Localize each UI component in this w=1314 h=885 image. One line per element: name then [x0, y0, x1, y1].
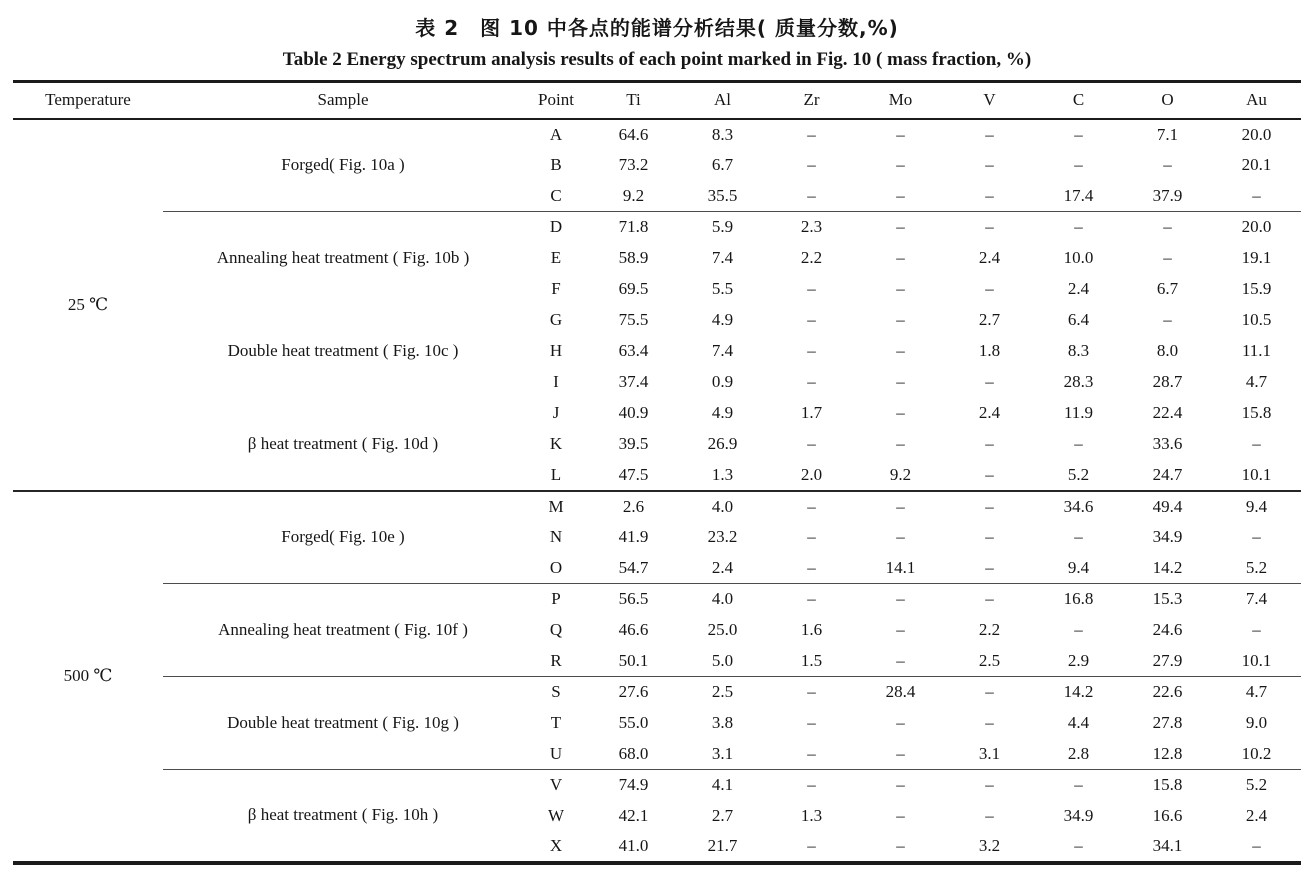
- value-cell-zr: –: [807, 557, 816, 577]
- header-row: [13, 82, 1301, 119]
- value-cell-v: –: [945, 212, 1034, 243]
- value-cell-au: 10.1: [1241, 650, 1272, 670]
- point-cell: I: [553, 372, 559, 391]
- table-row: [13, 770, 1301, 801]
- value-cell-c: –: [1074, 155, 1083, 174]
- value-cell-o: 28.7: [1152, 372, 1183, 391]
- value-cell-al: 1.3: [711, 464, 734, 484]
- value-cell-al: 0.9: [711, 372, 734, 391]
- value-cell-c: 5.2: [1067, 464, 1090, 484]
- value-cell-o: 6.7: [1156, 279, 1179, 298]
- table-row: [13, 677, 1301, 708]
- value-cell-o: –: [1163, 248, 1172, 267]
- value-cell-mo: –: [896, 620, 905, 639]
- value-cell-c: 6.4: [1067, 310, 1090, 329]
- point-cell: T: [550, 713, 562, 732]
- value-cell-zr: –: [767, 770, 856, 801]
- value-cell-c: 2.8: [1067, 743, 1090, 763]
- value-cell-mo: –: [896, 743, 905, 763]
- value-cell-o: 34.9: [1152, 527, 1183, 546]
- value-cell-v: 3.2: [978, 836, 1001, 855]
- point-cell: M: [523, 491, 589, 522]
- table-title-chinese: 表 2 图 10 中各点的能谱分析结果( 质量分数,%): [415, 16, 899, 40]
- value-cell-al: 26.9: [707, 434, 738, 453]
- value-cell-v: –: [985, 713, 994, 732]
- value-cell-al: 4.9: [711, 403, 734, 422]
- value-cell-zr: –: [807, 310, 816, 329]
- value-cell-c: 8.3: [1067, 341, 1090, 360]
- value-cell-v: –: [985, 185, 994, 205]
- value-cell-ti: 73.2: [618, 155, 649, 174]
- value-cell-mo: –: [896, 434, 905, 453]
- value-cell-v: –: [945, 677, 1034, 708]
- value-cell-v: 2.2: [978, 620, 1001, 639]
- value-cell-au: –: [1252, 527, 1261, 546]
- sample-cell: Double heat treatment ( Fig. 10c ): [227, 341, 459, 360]
- sample-cell: β heat treatment ( Fig. 10h ): [163, 770, 523, 863]
- value-cell-ti: 75.5: [618, 310, 649, 329]
- value-cell-v: 2.7: [978, 310, 1001, 329]
- value-cell-zr: 2.2: [800, 248, 823, 267]
- value-cell-mo: 14.1: [885, 557, 916, 577]
- value-cell-ti: 55.0: [618, 713, 649, 732]
- value-cell-zr: –: [807, 836, 816, 855]
- value-cell-al: 4.9: [711, 310, 734, 329]
- value-cell-v: 3.1: [978, 743, 1001, 763]
- point-cell: O: [549, 557, 563, 577]
- value-cell-mo: –: [896, 372, 905, 391]
- value-cell-o: 22.6: [1123, 677, 1212, 708]
- value-cell-al: 5.5: [711, 279, 734, 298]
- value-cell-mo: –: [896, 836, 905, 855]
- value-cell-o: 8.0: [1156, 341, 1179, 360]
- col-header-al: Al: [678, 82, 767, 119]
- value-cell-au: –: [1252, 620, 1261, 639]
- value-cell-ti: 69.5: [618, 279, 649, 298]
- value-cell-ti: 56.5: [589, 584, 678, 615]
- value-cell-zr: –: [807, 372, 816, 391]
- value-cell-al: 2.7: [711, 806, 734, 825]
- value-cell-al: 25.0: [707, 620, 738, 639]
- value-cell-v: –: [985, 279, 994, 298]
- point-cell: E: [550, 248, 562, 267]
- value-cell-v: –: [985, 557, 994, 577]
- value-cell-au: 20.1: [1241, 155, 1272, 174]
- value-cell-c: 34.6: [1034, 491, 1123, 522]
- value-cell-al: 4.1: [678, 770, 767, 801]
- value-cell-o: 15.3: [1123, 584, 1212, 615]
- point-cell: C: [550, 185, 562, 205]
- value-cell-zr: –: [807, 713, 816, 732]
- value-cell-o: 14.2: [1152, 557, 1183, 577]
- point-cell: X: [549, 836, 563, 855]
- value-cell-mo: –: [896, 806, 905, 825]
- value-cell-mo: –: [896, 403, 905, 422]
- value-cell-au: 4.7: [1212, 677, 1301, 708]
- value-cell-c: 17.4: [1063, 185, 1094, 205]
- table-row: [13, 398, 1301, 429]
- value-cell-c: –: [1034, 770, 1123, 801]
- point-cell: L: [550, 464, 562, 484]
- value-cell-zr: –: [807, 124, 816, 144]
- value-cell-v: 2.4: [978, 403, 1001, 422]
- col-header-c: C: [1034, 82, 1123, 119]
- value-cell-ti: 40.9: [618, 403, 649, 422]
- col-header-mo: Mo: [856, 82, 945, 119]
- point-cell: G: [549, 310, 563, 329]
- point-cell: S: [523, 677, 589, 708]
- point-cell: N: [549, 527, 563, 546]
- value-cell-au: 2.4: [1245, 806, 1268, 825]
- value-cell-o: 16.6: [1152, 806, 1183, 825]
- value-cell-mo: –: [896, 124, 905, 144]
- value-cell-zr: –: [807, 341, 816, 360]
- sample-cell: Double heat treatment ( Fig. 10g ): [163, 677, 523, 770]
- col-header-o: O: [1123, 82, 1212, 119]
- value-cell-au: 4.7: [1245, 372, 1268, 391]
- value-cell-au: 15.8: [1241, 403, 1272, 422]
- value-cell-ti: 9.2: [622, 185, 645, 205]
- temperature-cell: 25 ℃: [67, 294, 109, 314]
- value-cell-mo: –: [856, 770, 945, 801]
- value-cell-c: 2.9: [1067, 650, 1090, 670]
- value-cell-au: 9.0: [1245, 713, 1268, 732]
- point-cell: H: [549, 341, 563, 360]
- value-cell-al: 3.8: [711, 713, 734, 732]
- value-cell-o: 12.8: [1152, 743, 1183, 763]
- value-cell-ti: 39.5: [618, 434, 649, 453]
- value-cell-zr: –: [807, 155, 816, 174]
- value-cell-v: –: [985, 124, 994, 144]
- table-row: [13, 584, 1301, 615]
- value-cell-zr: –: [767, 491, 856, 522]
- value-cell-ti: 74.9: [589, 770, 678, 801]
- value-cell-c: 14.2: [1034, 677, 1123, 708]
- value-cell-o: 49.4: [1123, 491, 1212, 522]
- point-cell: F: [551, 279, 561, 298]
- value-cell-c: –: [1074, 124, 1083, 144]
- value-cell-zr: –: [807, 743, 816, 763]
- col-header-zr: Zr: [767, 82, 856, 119]
- value-cell-o: 27.8: [1152, 713, 1183, 732]
- value-cell-au: 7.4: [1212, 584, 1301, 615]
- value-cell-au: 15.9: [1241, 279, 1272, 298]
- value-cell-mo: –: [896, 248, 905, 267]
- value-cell-al: 7.4: [711, 248, 734, 267]
- value-cell-al: 4.0: [678, 491, 767, 522]
- col-header-v: V: [945, 82, 1034, 119]
- value-cell-au: 11.1: [1241, 341, 1272, 360]
- value-cell-o: 33.6: [1152, 434, 1183, 453]
- value-cell-zr: 1.6: [800, 620, 823, 639]
- value-cell-ti: 68.0: [618, 743, 649, 763]
- value-cell-au: –: [1252, 434, 1261, 453]
- table-row: [13, 305, 1301, 336]
- value-cell-c: 9.4: [1067, 557, 1090, 577]
- value-cell-v: –: [945, 584, 1034, 615]
- value-cell-c: 2.4: [1067, 279, 1090, 298]
- value-cell-v: 1.8: [978, 341, 1001, 360]
- value-cell-al: 2.5: [678, 677, 767, 708]
- value-cell-v: –: [985, 372, 994, 391]
- value-cell-o: 34.1: [1152, 836, 1183, 855]
- value-cell-zr: 1.3: [800, 806, 823, 825]
- value-cell-mo: –: [856, 212, 945, 243]
- value-cell-au: 5.2: [1245, 557, 1268, 577]
- value-cell-v: –: [985, 464, 994, 484]
- value-cell-au: –: [1252, 836, 1261, 855]
- value-cell-al: 21.7: [707, 836, 738, 855]
- value-cell-mo: –: [896, 310, 905, 329]
- col-header-temperature: Temperature: [13, 82, 163, 119]
- value-cell-v: 2.5: [978, 650, 1001, 670]
- value-cell-c: –: [1074, 434, 1083, 453]
- value-cell-ti: 54.7: [618, 557, 649, 577]
- point-cell: K: [549, 434, 563, 453]
- value-cell-c: –: [1034, 212, 1123, 243]
- value-cell-c: 10.0: [1063, 248, 1094, 267]
- value-cell-c: 16.8: [1034, 584, 1123, 615]
- value-cell-ti: 27.6: [589, 677, 678, 708]
- value-cell-mo: –: [856, 491, 945, 522]
- value-cell-zr: 1.5: [800, 650, 823, 670]
- value-cell-al: 5.9: [678, 212, 767, 243]
- value-cell-ti: 42.1: [618, 806, 649, 825]
- value-cell-au: 20.0: [1241, 124, 1272, 144]
- value-cell-c: 28.3: [1063, 372, 1094, 391]
- value-cell-au: 20.0: [1212, 212, 1301, 243]
- value-cell-c: –: [1074, 527, 1083, 546]
- sample-cell: Annealing heat treatment ( Fig. 10f ): [163, 584, 523, 677]
- value-cell-o: –: [1163, 310, 1172, 329]
- value-cell-zr: –: [807, 434, 816, 453]
- value-cell-al: 8.3: [711, 124, 734, 144]
- col-header-ti: Ti: [589, 82, 678, 119]
- point-cell: P: [523, 584, 589, 615]
- value-cell-al: 4.0: [678, 584, 767, 615]
- value-cell-au: 10.2: [1241, 743, 1272, 763]
- value-cell-o: –: [1163, 155, 1172, 174]
- sample-cell: Forged( Fig. 10e ): [163, 491, 523, 584]
- value-cell-c: 4.4: [1067, 713, 1090, 732]
- value-cell-zr: 2.0: [800, 464, 823, 484]
- value-cell-zr: –: [767, 677, 856, 708]
- point-cell: Q: [549, 620, 563, 639]
- value-cell-ti: 64.6: [618, 124, 649, 144]
- value-cell-c: –: [1074, 620, 1083, 639]
- value-cell-mo: –: [896, 527, 905, 546]
- value-cell-v: –: [985, 806, 994, 825]
- value-cell-mo: –: [856, 584, 945, 615]
- value-cell-ti: 71.8: [589, 212, 678, 243]
- value-cell-al: 6.7: [711, 155, 734, 174]
- value-cell-zr: 2.3: [767, 212, 856, 243]
- value-cell-ti: 50.1: [618, 650, 649, 670]
- value-cell-v: –: [985, 155, 994, 174]
- table-body: [13, 119, 1301, 863]
- point-cell: D: [523, 212, 589, 243]
- value-cell-c: –: [1074, 836, 1083, 855]
- table-row: [13, 212, 1301, 243]
- value-cell-al: 7.4: [711, 341, 734, 360]
- value-cell-zr: –: [767, 584, 856, 615]
- value-cell-al: 2.4: [711, 557, 734, 577]
- point-cell: A: [549, 124, 563, 144]
- value-cell-o: 37.9: [1152, 185, 1183, 205]
- value-cell-o: 27.9: [1152, 650, 1183, 670]
- value-cell-mo: –: [896, 155, 905, 174]
- point-cell: J: [552, 403, 560, 422]
- value-cell-ti: 63.4: [618, 341, 649, 360]
- value-cell-c: 11.9: [1063, 403, 1094, 422]
- sample-cell: Annealing heat treatment ( Fig. 10b ): [163, 212, 523, 305]
- value-cell-au: –: [1252, 185, 1261, 205]
- value-cell-o: 7.1: [1156, 124, 1179, 144]
- value-cell-mo: 9.2: [889, 464, 912, 484]
- value-cell-al: 5.0: [711, 650, 734, 670]
- temperature-cell: 500 ℃: [13, 491, 163, 863]
- value-cell-ti: 41.0: [618, 836, 649, 855]
- point-cell: B: [550, 155, 562, 174]
- sample-cell: Forged( Fig. 10a ): [281, 155, 405, 175]
- value-cell-ti: 2.6: [589, 491, 678, 522]
- value-cell-zr: 1.7: [800, 403, 823, 422]
- value-cell-o: 24.6: [1152, 620, 1183, 639]
- value-cell-al: 35.5: [707, 185, 738, 205]
- value-cell-au: 5.2: [1212, 770, 1301, 801]
- value-cell-c: 34.9: [1063, 806, 1094, 825]
- table-title-english: Table 2 Energy spectrum analysis results of each point marked in Fig. 10 ( mass fraction, %): [282, 49, 1032, 70]
- value-cell-au: 19.1: [1241, 248, 1272, 267]
- value-cell-v: –: [985, 434, 994, 453]
- value-cell-al: 3.1: [711, 743, 734, 763]
- value-cell-au: 10.5: [1241, 310, 1272, 329]
- col-header-au: Au: [1212, 82, 1301, 119]
- energy-spectrum-table: [13, 80, 1301, 865]
- table-row: [13, 491, 1301, 522]
- value-cell-o: 24.7: [1152, 464, 1183, 484]
- value-cell-ti: 37.4: [618, 372, 649, 391]
- value-cell-mo: –: [896, 650, 905, 670]
- value-cell-o: 22.4: [1152, 403, 1183, 422]
- value-cell-v: –: [945, 770, 1034, 801]
- value-cell-o: 15.8: [1123, 770, 1212, 801]
- value-cell-zr: –: [807, 185, 816, 205]
- value-cell-au: 10.1: [1241, 464, 1272, 484]
- value-cell-ti: 58.9: [618, 248, 649, 267]
- value-cell-mo: –: [896, 713, 905, 732]
- value-cell-al: 23.2: [707, 527, 738, 546]
- value-cell-mo: –: [896, 341, 905, 360]
- col-header-sample: Sample: [163, 82, 523, 119]
- value-cell-mo: –: [896, 185, 905, 205]
- value-cell-mo: 28.4: [856, 677, 945, 708]
- value-cell-v: 2.4: [978, 248, 1001, 267]
- value-cell-ti: 46.6: [618, 620, 649, 639]
- value-cell-au: 9.4: [1212, 491, 1301, 522]
- table-row: [13, 119, 1301, 150]
- point-cell: R: [550, 650, 562, 670]
- point-cell: V: [523, 770, 589, 801]
- value-cell-v: –: [945, 491, 1034, 522]
- value-cell-ti: 41.9: [618, 527, 649, 546]
- value-cell-mo: –: [896, 279, 905, 298]
- value-cell-ti: 47.5: [618, 464, 649, 484]
- point-cell: W: [547, 806, 565, 825]
- value-cell-v: –: [985, 527, 994, 546]
- sample-cell: β heat treatment ( Fig. 10d ): [247, 433, 439, 453]
- value-cell-o: –: [1123, 212, 1212, 243]
- point-cell: U: [549, 743, 563, 763]
- value-cell-zr: –: [807, 527, 816, 546]
- value-cell-zr: –: [807, 279, 816, 298]
- col-header-point: Point: [523, 82, 589, 119]
